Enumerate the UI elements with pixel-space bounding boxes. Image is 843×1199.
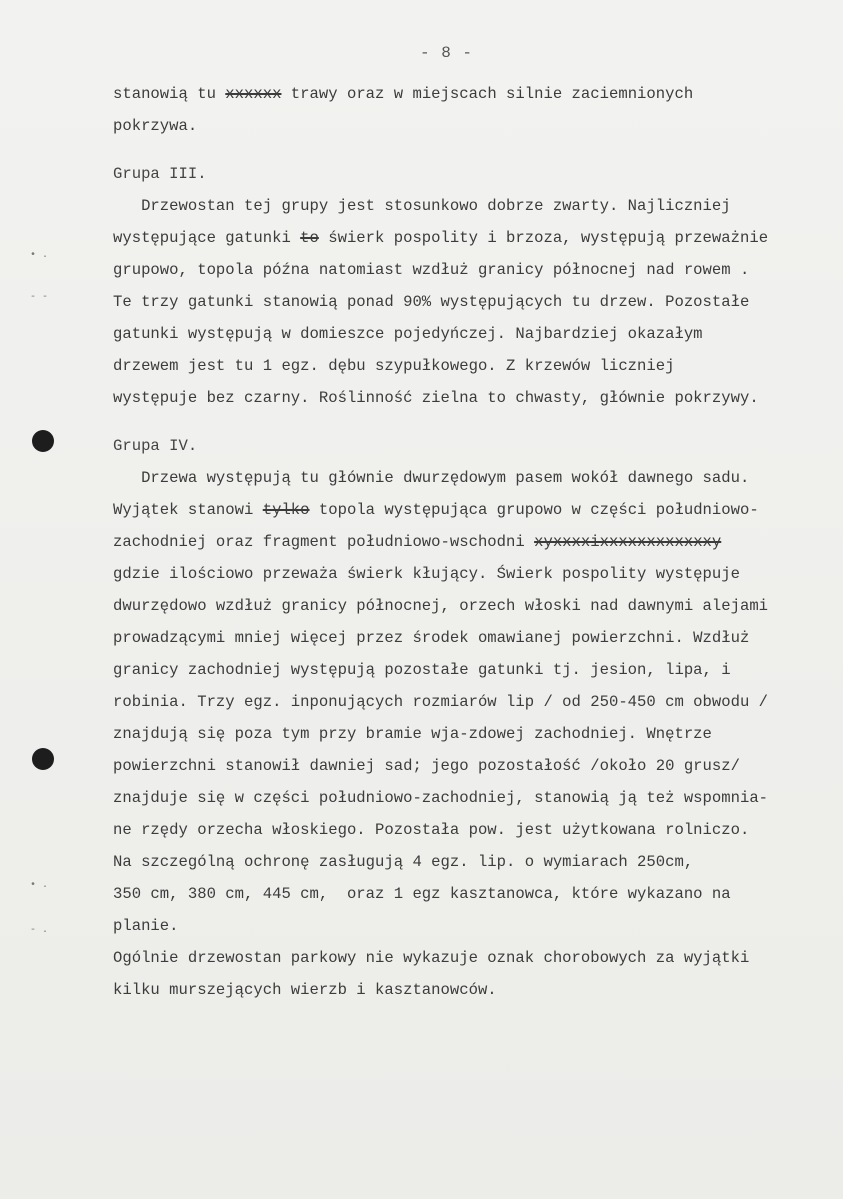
text-line: Drzewostan tej grupy jest stosunkowo dobrze zwarty. Najliczniej: [113, 197, 731, 215]
text-line: Te trzy gatunki stanowią ponad 90% występujących tu drzew. Pozostałe: [113, 293, 750, 311]
margin-mark: • .: [30, 250, 49, 261]
section-heading-group-4: Grupa IV.: [113, 437, 198, 455]
text-line: pokrzywa.: [113, 117, 198, 135]
page-number: - 8 -: [420, 44, 474, 62]
text-line: prowadzącymi mniej więcej przez środek omawianej powierzchni. Wzdłuż: [113, 629, 750, 647]
struck-through-text: xxxxxx: [225, 85, 282, 103]
paragraph-intro: [113, 78, 838, 142]
struck-through-text: to: [300, 229, 319, 247]
text-line: robinia. Trzy egz. inponujących rozmiarów lip / od 250-450 cm obwodu /: [113, 693, 769, 711]
text-line: Ogólnie drzewostan parkowy nie wykazuje oznak chorobowych za wyjątki: [113, 949, 750, 967]
text-line: znajduje się w części południowo-zachodniej, stanowią ją też wspomnia-: [113, 789, 769, 807]
text-line: ne rzędy orzecha włoskiego. Pozostała pow. jest użytkowana rolniczo.: [113, 821, 750, 839]
text-line: stanowią tu xxxxxx trawy oraz w miejscach silnie zaciemnionych: [113, 85, 694, 103]
margin-mark: • .: [30, 880, 49, 891]
struck-through-text: xyxxxxixxxxxxxxxxxxy: [534, 533, 722, 551]
text-line: planie.: [113, 917, 179, 935]
struck-through-text: tylko: [262, 501, 310, 519]
text-line: Wyjątek stanowi tylko topola występująca grupowo w części południowo-: [113, 501, 759, 519]
text-line: drzewem jest tu 1 egz. dębu szypułkowego. Z krzewów liczniej: [113, 357, 675, 375]
text-line: występuje bez czarny. Roślinność zielna to chwasty, głównie pokrzywy.: [113, 389, 759, 407]
text-line: Drzewa występują tu głównie dwurzędowym pasem wokół dawnego sadu.: [113, 469, 750, 487]
text-line: dwurzędowo wzdłuż granicy północnej, orzech włoski nad dawnymi alejami: [113, 597, 769, 615]
punch-hole-upper: [32, 430, 54, 452]
text-line: Na szczególną ochronę zasługują 4 egz. lip. o wymiarach 250cm,: [113, 853, 694, 871]
punch-hole-lower: [32, 748, 54, 770]
text-line: 350 cm, 380 cm, 445 cm, oraz 1 egz kasztanowca, które wykazano na: [113, 885, 731, 903]
document-body: [113, 78, 838, 1006]
text-line: kilku murszejących wierzb i kasztanowców.: [113, 981, 497, 999]
text-line: gatunki występują w domieszce pojedyńczej. Najbardziej okazałym: [113, 325, 703, 343]
paragraph-group-3: [113, 190, 838, 414]
margin-mark: - -: [30, 292, 49, 303]
text-line: powierzchni stanowił dawniej sad; jego pozostałość /około 20 grusz/: [113, 757, 740, 775]
text-line: zachodniej oraz fragment południowo-wschodni xyxxxxixxxxxxxxxxxxy: [113, 533, 722, 551]
text-line: grupowo, topola późna natomiast wzdłuż granicy północnej nad rowem .: [113, 261, 750, 279]
text-line: granicy zachodniej występują pozostałe gatunki tj. jesion, lipa, i: [113, 661, 731, 679]
text-line: znajdują się poza tym przy bramie wja-zdowej zachodniej. Wnętrze: [113, 725, 712, 743]
section-heading-group-3: Grupa III.: [113, 165, 207, 183]
text-line: gdzie ilościowo przeważa świerk kłujący. Świerk pospolity występuje: [113, 565, 740, 583]
margin-mark: - .: [30, 925, 49, 936]
text-line: występujące gatunki to świerk pospolity i brzoza, występują przeważnie: [113, 229, 769, 247]
paragraph-group-4: [113, 462, 838, 1006]
